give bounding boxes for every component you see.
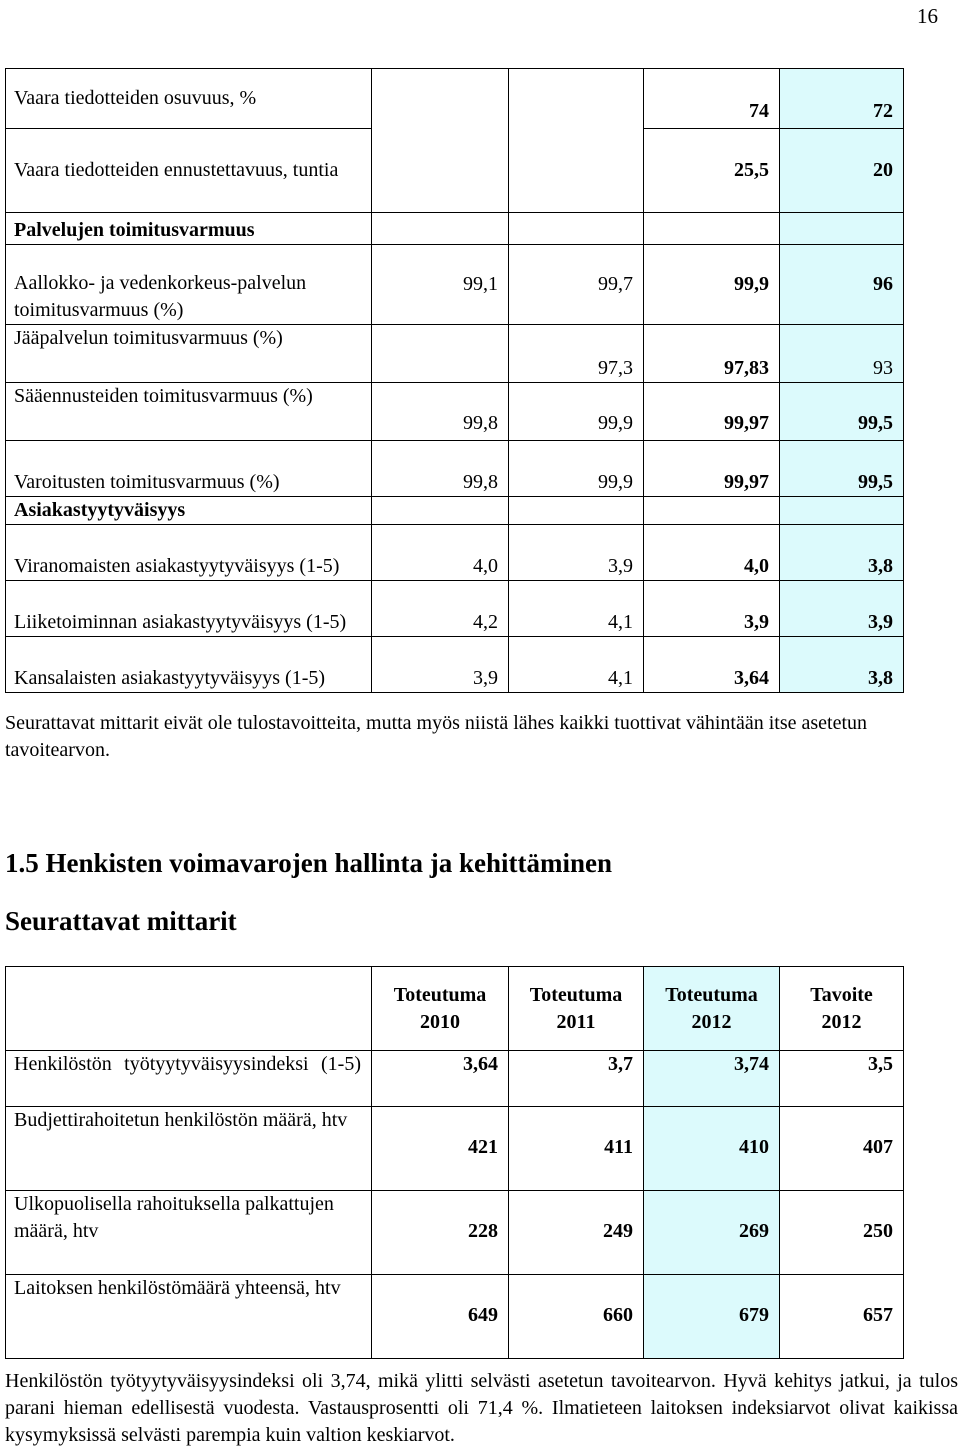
table-row [6,1051,904,1107]
value-cell: 74 [644,69,780,129]
value-cell: 4,1 [509,637,644,693]
table-row [6,213,904,245]
value-cell: 3,64 [372,1051,509,1107]
value-cell: 25,5 [644,129,780,213]
value-cell: 4,0 [644,525,780,581]
service-metrics-table [5,68,904,693]
value-cell: 3,74 [644,1051,780,1107]
column-header: Toteutuma 2011 [509,967,644,1051]
table-row [6,1275,904,1359]
row-label: Asiakastyytyväisyys [6,497,372,525]
value-cell: 3,9 [780,581,904,637]
paragraph-satisfaction-summary: Henkilöstön työtyytyväisyysindeksi oli 3,74, mikä ylitti selvästi asetetun tavoitearvon. Hyvä kehitys jatkui, ja tulos parani hieman edellisestä vuodesta. Vastausprosentti oli 71,4 %. Ilmatieteen laitoksen indeksiarvot olivat kaikissa kysymyksissä selvästi parempia kuin valtion keskiarvot. [5,1370,958,1446]
value-cell: 99,5 [780,441,904,497]
table-header-row [6,967,904,1051]
row-label: Palvelujen toimitusvarmuus [6,213,372,245]
value-cell [372,69,509,213]
table-row [6,383,904,441]
table-row [6,325,904,383]
table-row [6,525,904,581]
row-label: Varoitusten toimitusvarmuus (%) [6,441,372,497]
value-cell: 249 [509,1191,644,1275]
row-label: Henkilöstön työtyytyväisyysindeksi (1-5) [6,1051,372,1107]
subsection-heading: Seurattavat mittarit [5,906,237,936]
row-label: Vaara tiedotteiden osuvuus, % [6,69,372,129]
value-cell: 72 [780,69,904,129]
value-cell: 250 [780,1191,904,1275]
value-cell: 99,8 [372,441,509,497]
value-cell: 97,83 [644,325,780,383]
value-cell: 99,97 [644,441,780,497]
value-cell: 3,5 [780,1051,904,1107]
row-label: Budjettirahoitetun henkilöstön määrä, htv [6,1107,372,1191]
paragraph-metrics-note: Seurattavat mittarit eivät ole tulostavoitteita, mutta myös niistä lähes kaikki tuottivat vähintään itse asetetun tavoitearvon. [5,712,868,761]
value-cell: 99,9 [509,383,644,441]
value-cell: 269 [644,1191,780,1275]
value-cell: 3,8 [780,525,904,581]
table-row [6,1191,904,1275]
value-cell: 3,7 [509,1051,644,1107]
page-number: 16 [917,4,938,28]
table-row [6,245,904,325]
value-cell [509,69,644,213]
value-cell: 411 [509,1107,644,1191]
column-header: Tavoite 2012 [780,967,904,1051]
row-label: Jääpalvelun toimitusvarmuus (%) [6,325,372,383]
value-cell: 657 [780,1275,904,1359]
row-label: Vaara tiedotteiden ennustettavuus, tuntia [6,129,372,213]
row-label: Viranomaisten asiakastyytyväisyys (1-5) [6,525,372,581]
value-cell: 4,0 [372,525,509,581]
column-header: Toteutuma 2010 [372,967,509,1051]
value-cell: 99,1 [372,245,509,325]
value-cell: 99,7 [509,245,644,325]
value-cell: 96 [780,245,904,325]
column-header: Toteutuma 2012 [644,967,780,1051]
value-cell: 4,1 [509,581,644,637]
row-label: Kansalaisten asiakastyytyväisyys (1-5) [6,637,372,693]
value-cell: 679 [644,1275,780,1359]
value-cell: 407 [780,1107,904,1191]
table-row [6,497,904,525]
value-cell: 99,9 [509,441,644,497]
personnel-metrics-table [5,966,904,1359]
table-row [6,1107,904,1191]
value-cell: 3,64 [644,637,780,693]
table-row [6,637,904,693]
value-cell: 649 [372,1275,509,1359]
table-row [6,441,904,497]
value-cell: 3,9 [644,581,780,637]
section-heading: 1.5 Henkisten voimavarojen hallinta ja kehittäminen [5,848,613,878]
value-cell: 228 [372,1191,509,1275]
value-cell: 99,5 [780,383,904,441]
row-label: Ulkopuolisella rahoituksella palkattujen määrä, htv [6,1191,372,1275]
value-cell: 660 [509,1275,644,1359]
value-cell: 3,8 [780,637,904,693]
value-cell: 99,8 [372,383,509,441]
value-cell: 20 [780,129,904,213]
value-cell: 99,97 [644,383,780,441]
row-label: Sääennusteiden toimitusvarmuus (%) [6,383,372,441]
table-row [6,69,904,129]
row-label: Laitoksen henkilöstömäärä yhteensä, htv [6,1275,372,1359]
value-cell: 93 [780,325,904,383]
row-label: Aallokko- ja vedenkorkeus-palvelun toimitusvarmuus (%) [6,245,372,325]
value-cell: 410 [644,1107,780,1191]
value-cell: 3,9 [509,525,644,581]
row-label: Liiketoiminnan asiakastyytyväisyys (1-5) [6,581,372,637]
value-cell: 97,3 [509,325,644,383]
table-row [6,581,904,637]
value-cell: 3,9 [372,637,509,693]
value-cell: 421 [372,1107,509,1191]
value-cell: 4,2 [372,581,509,637]
value-cell: 99,9 [644,245,780,325]
